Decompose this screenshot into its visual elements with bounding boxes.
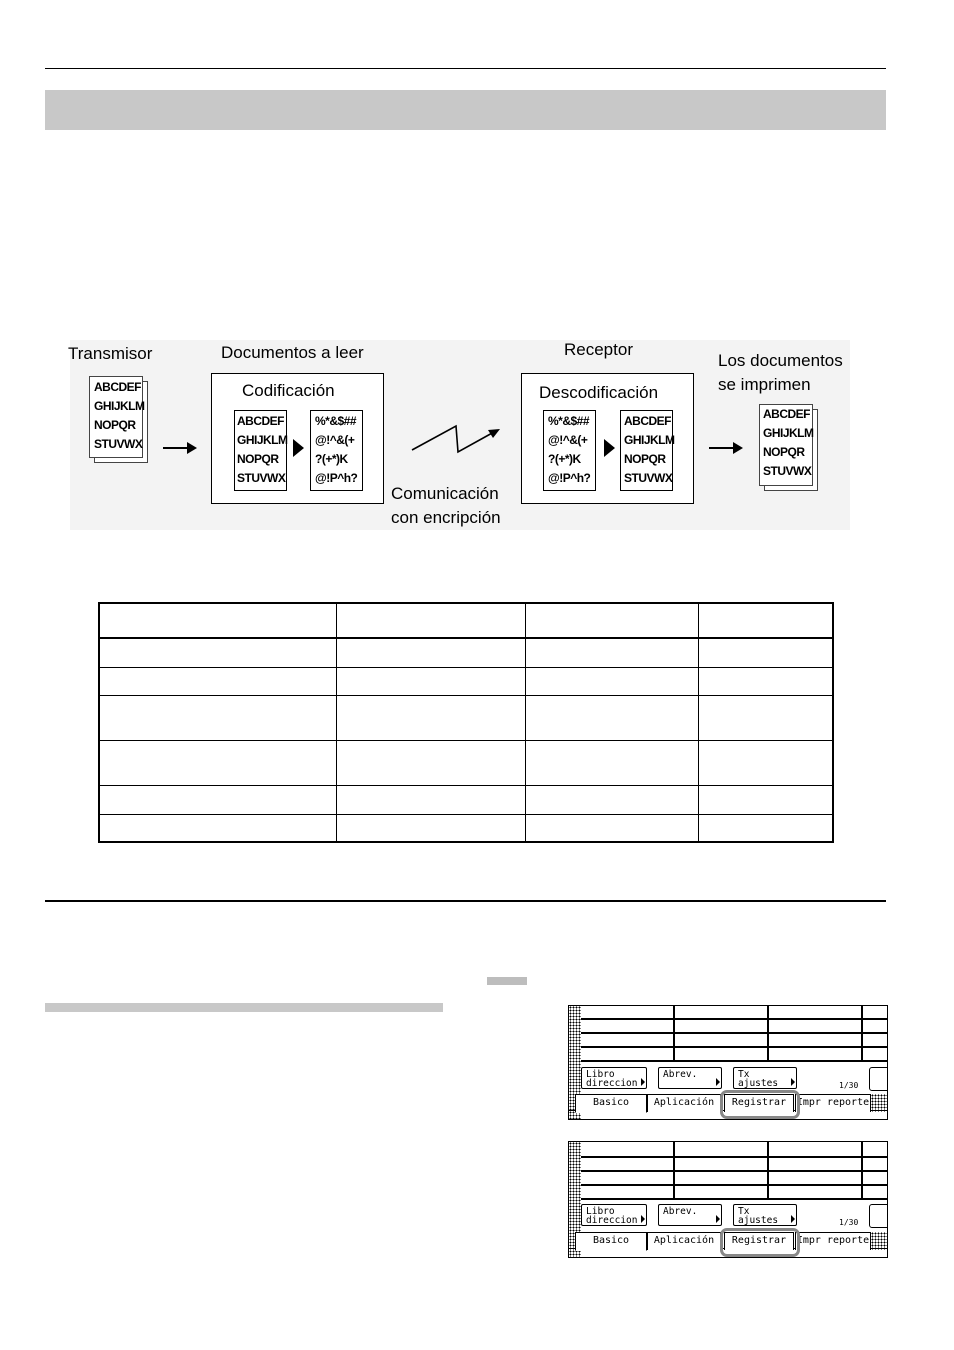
table-cell xyxy=(525,785,698,814)
table-cell xyxy=(99,638,336,667)
table-cell xyxy=(525,603,698,638)
comm-label-line1: Comunicación xyxy=(391,484,499,503)
table-cell xyxy=(99,785,336,814)
registrar-highlight xyxy=(720,1228,800,1257)
printed-document-text: ABCDEF GHIJKLM NOPQR STUVWX xyxy=(763,407,814,478)
decoding-box xyxy=(521,373,694,504)
table-cell xyxy=(336,603,525,638)
table-header-row xyxy=(99,603,833,638)
table-row xyxy=(99,740,833,785)
scroll-down-button[interactable] xyxy=(869,1204,888,1228)
table-cell xyxy=(99,740,336,785)
tab-basico[interactable]: Basico xyxy=(575,1094,647,1113)
transmitter-document-text: ABCDEF GHIJKLM NOPQR STUVWX xyxy=(94,380,145,451)
receiver-label: Receptor xyxy=(564,340,633,359)
transmitter-label: Transmisor xyxy=(68,344,153,363)
abbrev-button[interactable]: Abrev. xyxy=(658,1204,722,1226)
printed-label-line1: Los documentos xyxy=(718,351,843,370)
table-cell xyxy=(698,814,833,842)
table-cell xyxy=(698,603,833,638)
scroll-down-button[interactable] xyxy=(869,1067,888,1091)
encoded-document-text: %*&$## @!^&(+ ?(+*)K @!P^h? xyxy=(315,414,358,485)
address-book-button[interactable]: Libro direccion xyxy=(581,1067,647,1089)
step-marker xyxy=(487,977,527,985)
table-cell xyxy=(336,695,525,740)
table-cell xyxy=(99,695,336,740)
page-counter: 1/30 xyxy=(839,1218,859,1227)
table-cell xyxy=(99,814,336,842)
table-cell xyxy=(698,785,833,814)
tx-settings-button[interactable]: Tx ajustes xyxy=(733,1204,797,1226)
section-header-bar xyxy=(45,90,886,130)
table-cell xyxy=(336,785,525,814)
subsection-bar xyxy=(45,1003,443,1012)
arrow-to-encoding xyxy=(163,447,195,449)
decode-arrow-icon xyxy=(604,439,615,457)
control-panel-screen-1 xyxy=(568,1005,888,1120)
table-row xyxy=(99,785,833,814)
address-book-button[interactable]: Libro direccion xyxy=(581,1204,647,1226)
printed-label-line2: se imprimen xyxy=(718,375,811,394)
table-cell xyxy=(698,667,833,695)
arrow-to-printed xyxy=(709,447,741,449)
tab-impr-reporte[interactable]: Impr reporte xyxy=(795,1232,871,1250)
table-cell xyxy=(698,695,833,740)
tab-basico[interactable]: Basico xyxy=(575,1232,647,1251)
documents-to-read-label: Documentos a leer xyxy=(221,343,364,362)
table-cell xyxy=(698,638,833,667)
abbrev-button[interactable]: Abrev. xyxy=(658,1067,722,1089)
encoding-box xyxy=(211,373,384,504)
received-encoded-document-text: %*&$## @!^&(+ ?(+*)K @!P^h? xyxy=(548,414,591,485)
comm-label-line2: con encripción xyxy=(391,508,501,527)
table-row xyxy=(99,638,833,667)
table-cell xyxy=(525,695,698,740)
table-cell xyxy=(99,667,336,695)
tab-registrar[interactable]: Registrar xyxy=(724,1232,794,1250)
spec-table xyxy=(98,602,834,843)
tab-aplicacion[interactable]: Aplicación xyxy=(647,1094,721,1112)
table-cell xyxy=(336,814,525,842)
registrar-highlight xyxy=(720,1090,800,1119)
plain-document-text: ABCDEF GHIJKLM NOPQR STUVWX xyxy=(237,414,288,485)
section-rule xyxy=(45,900,886,902)
table-cell xyxy=(698,740,833,785)
tab-aplicacion[interactable]: Aplicación xyxy=(647,1232,721,1250)
table-cell xyxy=(525,814,698,842)
table-cell xyxy=(336,667,525,695)
control-panel-screen-2 xyxy=(568,1141,888,1258)
destination-list xyxy=(581,1142,887,1198)
table-cell xyxy=(336,638,525,667)
decoded-document-text: ABCDEF GHIJKLM NOPQR STUVWX xyxy=(624,414,675,485)
tx-settings-button[interactable]: Tx ajustes xyxy=(733,1067,797,1089)
tab-registrar[interactable]: Registrar xyxy=(724,1094,794,1112)
top-rule xyxy=(45,68,886,69)
table-row xyxy=(99,695,833,740)
table-row xyxy=(99,667,833,695)
tab-impr-reporte[interactable]: Impr reporte xyxy=(795,1094,871,1112)
page-counter: 1/30 xyxy=(839,1081,859,1090)
transmission-zigzag-icon xyxy=(408,420,503,460)
table-cell xyxy=(336,740,525,785)
decoding-label: Descodificación xyxy=(539,383,659,402)
table-cell xyxy=(525,667,698,695)
encoding-label: Codificación xyxy=(242,381,335,400)
table-row xyxy=(99,814,833,842)
table-cell xyxy=(99,603,336,638)
panel-hatch xyxy=(871,1232,887,1250)
panel-hatch xyxy=(871,1094,887,1112)
table-cell xyxy=(525,740,698,785)
destination-list xyxy=(581,1006,887,1062)
encode-arrow-icon xyxy=(293,439,304,457)
table-cell xyxy=(525,638,698,667)
